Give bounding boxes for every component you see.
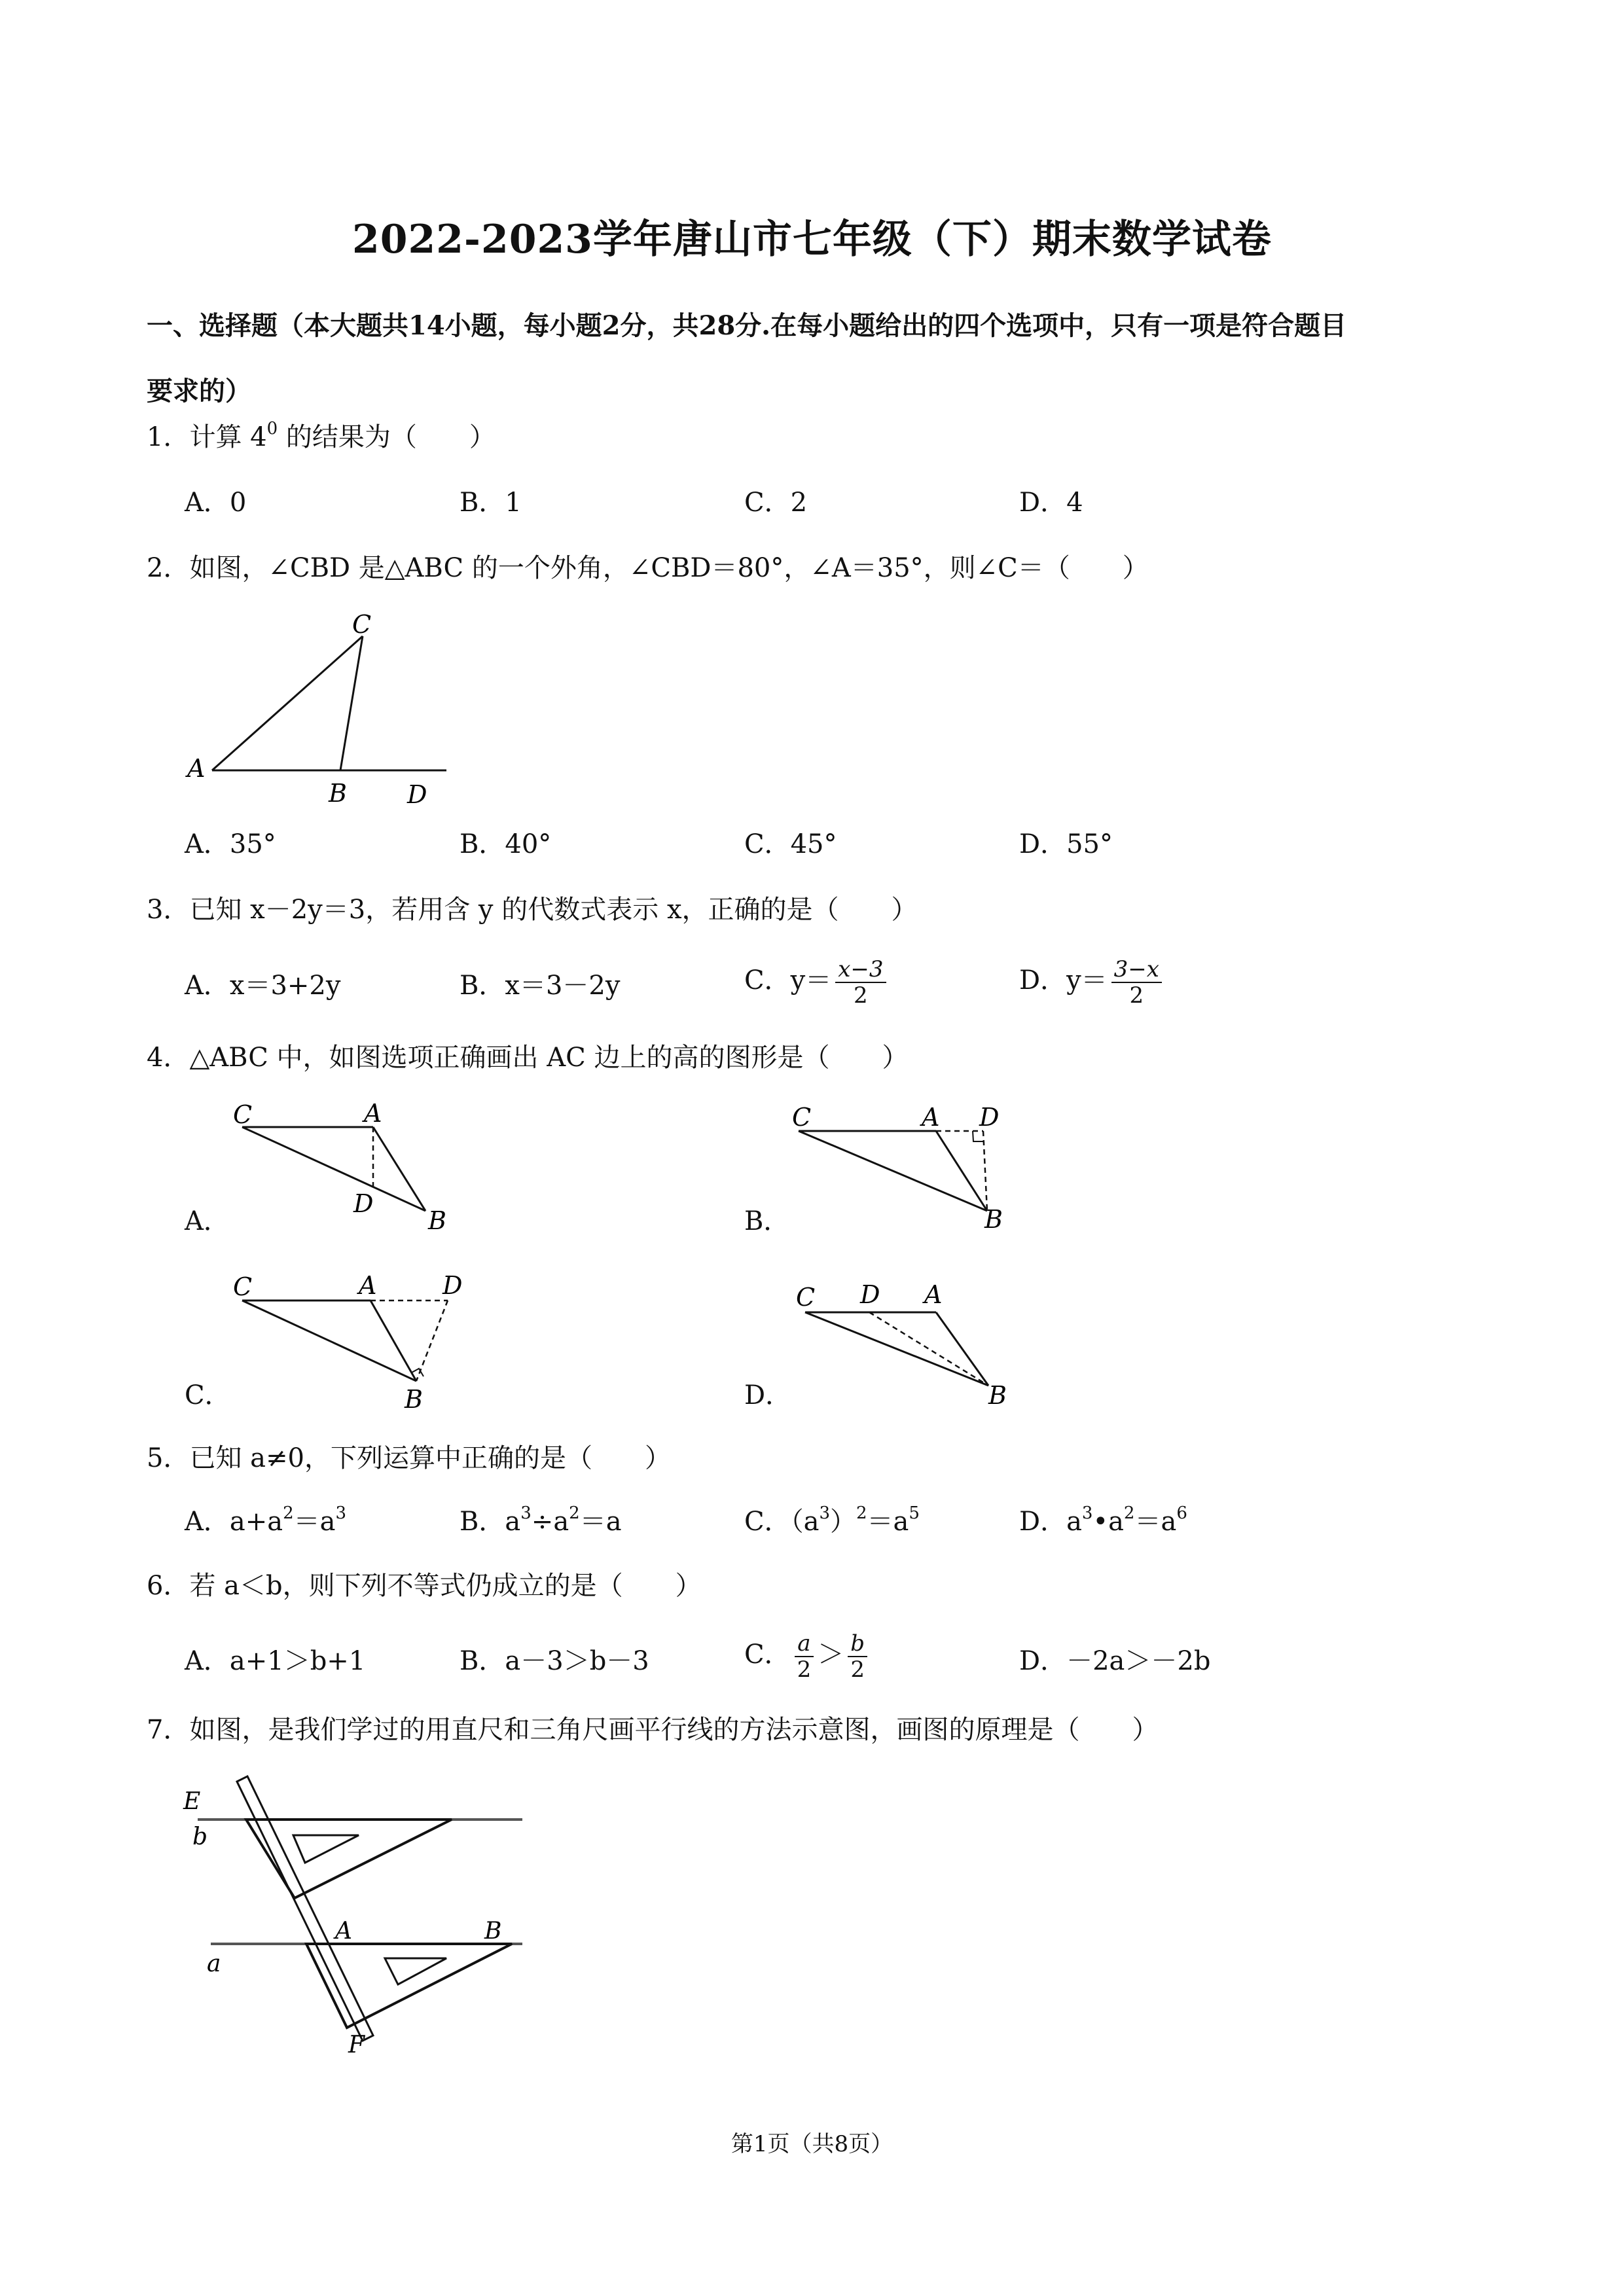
q4b-label-c: C bbox=[792, 1103, 812, 1132]
section-heading-line1: 一、选择题（本大题共14小题，每小题2分，共28分.在每小题给出的四个选项中，只有一项是符合题目 bbox=[147, 310, 1347, 341]
q3-option-c: C．y＝ $\frac{x-3}{2}$ bbox=[744, 957, 890, 1008]
q5-option-a: A．$a+a^2=a^3$ bbox=[185, 1503, 347, 1537]
q7-set-square-lower bbox=[306, 1944, 512, 2028]
q4c-label-d: D bbox=[442, 1271, 463, 1300]
q4-option-b: B． bbox=[744, 1206, 790, 1236]
page-footer: 第1页（共8页） bbox=[731, 2131, 893, 2157]
q1-option-c: C．2 bbox=[744, 488, 808, 518]
q1-option-a: A．0 bbox=[185, 488, 247, 518]
question-1: 1．计算 $4^0$ 的结果为（ ） bbox=[147, 419, 496, 452]
q4-figure-d bbox=[779, 1266, 1041, 1417]
q2-option-d: D．55° bbox=[1019, 829, 1113, 859]
q4b-label-b: B bbox=[984, 1205, 1003, 1234]
q4c-label-c: C bbox=[233, 1272, 253, 1301]
q2-triangle-figure bbox=[177, 599, 465, 815]
q6-option-d: D．－2a＞－2b bbox=[1019, 1646, 1211, 1676]
q6-option-a: A．a+1＞b+1 bbox=[185, 1646, 366, 1676]
q2-option-b: B．40° bbox=[460, 829, 552, 859]
q6-option-b: B．a－3＞b－3 bbox=[460, 1646, 649, 1676]
page-title: 2022-2023学年唐山市七年级（下）期末数学试卷 bbox=[352, 217, 1272, 262]
q6-option-c-right-fraction: $\frac{b}{2}$ bbox=[848, 1631, 867, 1682]
q4a-label-c: C bbox=[233, 1100, 253, 1129]
q4-figure-c bbox=[223, 1266, 484, 1417]
q2-label-c: C bbox=[352, 610, 372, 639]
q4a-label-a: A bbox=[364, 1100, 382, 1128]
q7-label-b-line: b bbox=[192, 1823, 208, 1850]
q4b-label-d: D bbox=[979, 1103, 1000, 1132]
q5-option-b: B．$a^3\div a^2=a$ bbox=[460, 1503, 622, 1537]
q4d-label-d: D bbox=[860, 1280, 880, 1309]
q7-label-a-point: A bbox=[335, 1918, 352, 1945]
question-3: 3．已知 x－2y＝3，若用含 y 的代数式表示 x，正确的是（ ） bbox=[147, 895, 918, 925]
q4d-label-b: B bbox=[988, 1381, 1007, 1410]
q4d-label-c: C bbox=[796, 1283, 816, 1312]
q2-label-a: A bbox=[187, 754, 206, 783]
q7-set-square-upper bbox=[246, 1820, 452, 1898]
q1-option-b: B．1 bbox=[460, 488, 522, 518]
q4-option-d: D． bbox=[744, 1380, 792, 1410]
q4-option-a: A． bbox=[185, 1206, 230, 1236]
q2-option-c: C．45° bbox=[744, 829, 837, 859]
q7-ruler bbox=[237, 1776, 373, 2041]
q4b-label-a: A bbox=[922, 1103, 940, 1132]
q2-option-a: A．35° bbox=[185, 829, 276, 859]
q6-option-c: C． $\frac{a}{2}$ ＞ $\frac{b}{2}$ bbox=[744, 1631, 871, 1682]
section-heading bbox=[147, 293, 1482, 424]
q5-option-d: D．$a^3•a^2=a^6$ bbox=[1019, 1503, 1187, 1537]
q7-label-f: F bbox=[348, 2032, 365, 2055]
q4a-label-b: B bbox=[428, 1206, 446, 1235]
q4c-label-b: B bbox=[405, 1385, 423, 1414]
question-5: 5．已知 a≠0，下列运算中正确的是（ ） bbox=[147, 1443, 671, 1473]
q1-option-d: D．4 bbox=[1019, 488, 1083, 518]
q7-ruler-triangle-figure bbox=[177, 1767, 543, 2055]
question-4: 4．△ABC 中，如图选项正确画出 AC 边上的高的图形是（ ） bbox=[147, 1043, 909, 1073]
q5-option-c: C．$(a^3)^2=a^5$ bbox=[744, 1503, 920, 1537]
q7-label-b-point: B bbox=[484, 1918, 502, 1945]
section-heading-line2: 要求的） bbox=[147, 376, 251, 406]
q3-option-d: D．y＝ $\frac{3-x}{2}$ bbox=[1019, 957, 1166, 1008]
q3-option-a: A．x＝3+2y bbox=[185, 971, 341, 1001]
q4c-label-a: A bbox=[359, 1271, 377, 1300]
q4d-label-a: A bbox=[924, 1280, 943, 1309]
q2-label-d: D bbox=[407, 780, 427, 809]
q4a-label-d: D bbox=[353, 1189, 374, 1218]
q4-figure-b bbox=[779, 1100, 1054, 1244]
q7-label-a-line: a bbox=[207, 1950, 221, 1977]
q3-option-c-fraction: $\frac{x-3}{2}$ bbox=[835, 957, 886, 1008]
q3-option-d-fraction: $\frac{3-x}{2}$ bbox=[1111, 957, 1162, 1008]
question-2: 2．如图，∠CBD 是△ABC 的一个外角，∠CBD＝80°，∠A＝35°，则∠C＝（ ） bbox=[147, 553, 1149, 583]
q6-option-c-left-fraction: $\frac{a}{2}$ bbox=[795, 1631, 814, 1682]
question-6: 6．若 a＜b，则下列不等式仍成立的是（ ） bbox=[147, 1571, 702, 1601]
q3-option-b: B．x＝3－2y bbox=[460, 971, 621, 1001]
q4-figure-a bbox=[223, 1100, 471, 1244]
q7-label-e: E bbox=[183, 1788, 201, 1815]
question-7: 7．如图，是我们学过的用直尺和三角尺画平行线的方法示意图，画图的原理是（ ） bbox=[147, 1715, 1159, 1745]
q2-label-b: B bbox=[329, 779, 347, 808]
q4-option-c: C． bbox=[185, 1380, 231, 1410]
